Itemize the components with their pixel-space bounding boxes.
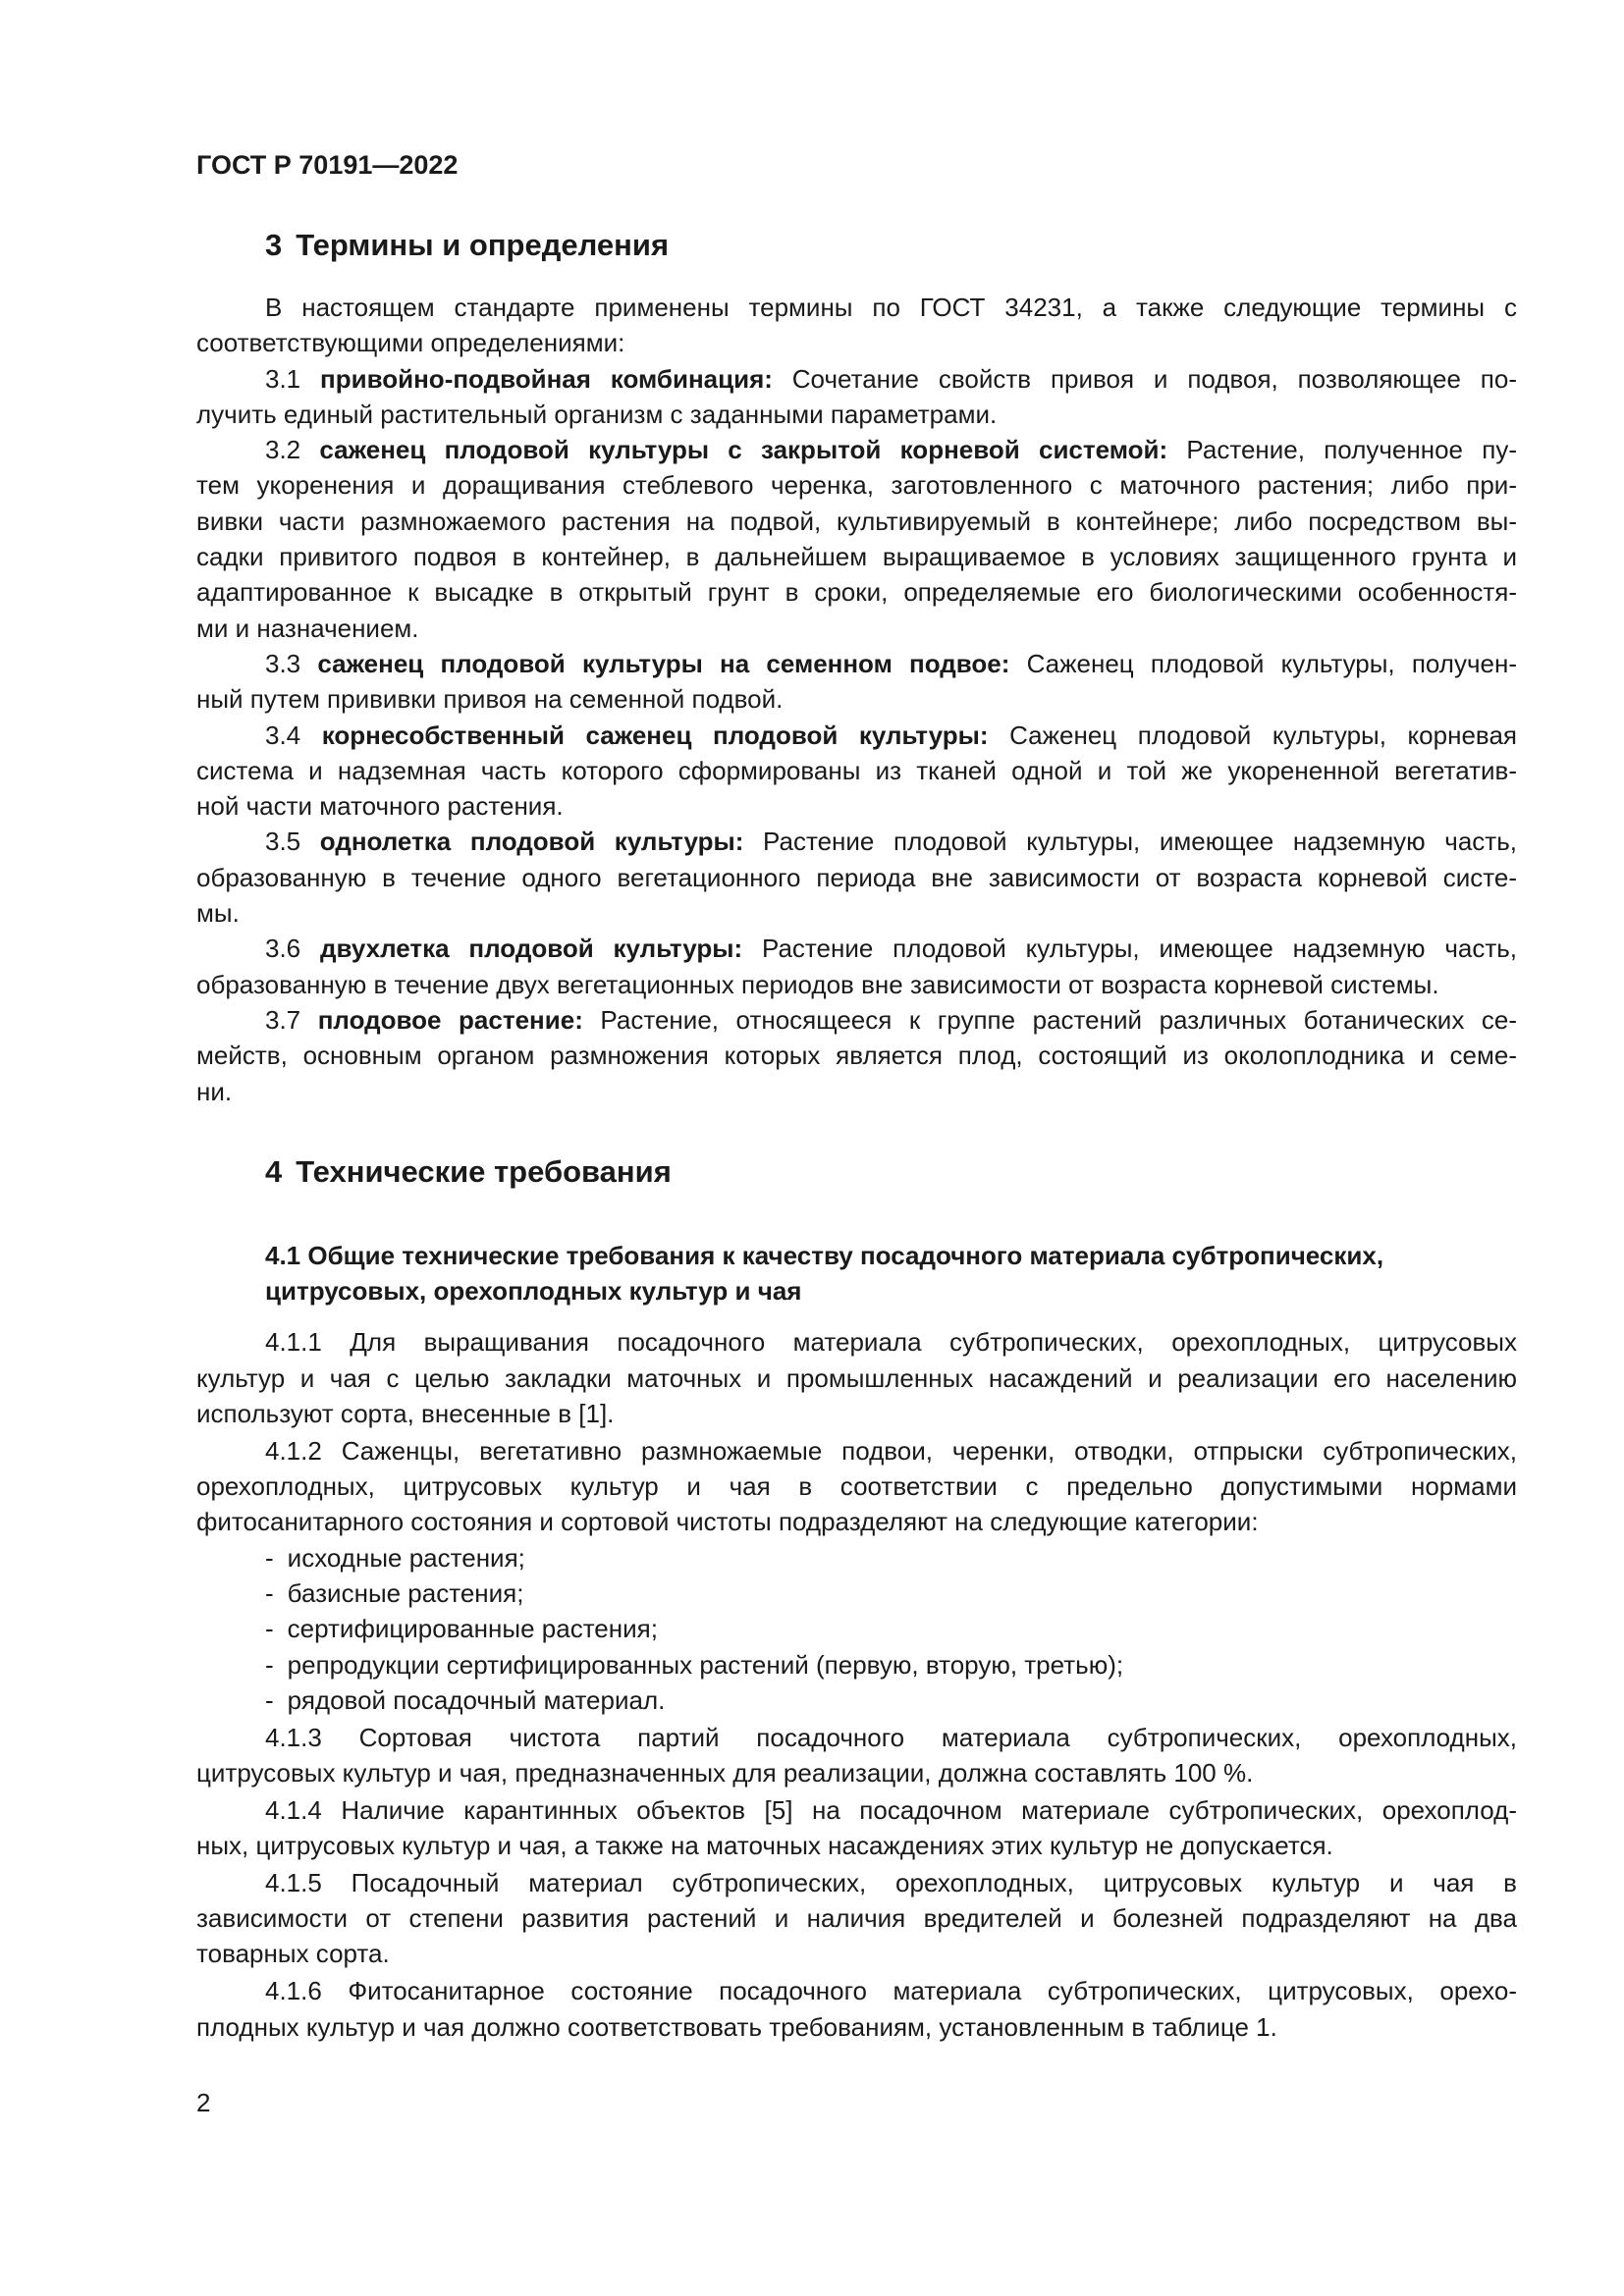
section-heading <box>196 226 1517 265</box>
text-line: система и надземная часть которого сформированы из тканей одной и той же укорененной вегетатив- <box>196 755 1517 785</box>
text-line: вивки части размножаемого растения на подвой, культивируемый в контейнере; либо посредством вы- <box>196 506 1517 536</box>
term-3-3 <box>196 646 1517 718</box>
list-item-text: рядовой посадочный материал. <box>287 1684 666 1715</box>
text-line <box>196 432 1517 467</box>
heading-text: Общие технические требования к качеству посадочного материала субтропических, <box>307 1240 1384 1270</box>
clause-number: 3.3 <box>265 648 301 678</box>
line-text: Фитосанитарное состояние посадочного материала субтропических, цитрусовых, орехо- <box>348 1976 1518 2006</box>
term-name: привойно-подвойная комбинация: <box>320 363 773 394</box>
term-name: плодовое растение: <box>317 1004 583 1035</box>
list-item <box>196 1575 1517 1611</box>
clause-number: 4.1.5 <box>265 1867 322 1897</box>
text-line: садки привитого подвоя в контейнер, в дальнейшем выращиваемое в условиях защищенного грунта и <box>196 542 1517 572</box>
text-line: ных, цитрусовых культур и чая, а также на маточных насаждениях этих культур не допускается. <box>196 1831 1333 1861</box>
term-3-7 <box>196 1002 1517 1109</box>
line-text: Саженец плодовой культуры, корневая <box>1009 720 1517 750</box>
intro-paragraph <box>196 290 1517 361</box>
clause-number: 3.7 <box>265 1004 301 1035</box>
text-line <box>196 361 1517 397</box>
document-body <box>196 226 1517 2045</box>
text-line: орехоплодных, цитрусовых культур и чая в соответствии с предельно допустимыми нормами <box>196 1471 1517 1502</box>
list-dash: - <box>265 1649 274 1680</box>
text-line: фитосанитарного состояния и сортовой чистоты подразделяют на следующие категории: <box>196 1507 1259 1537</box>
heading-line: цитрусовых, орехоплодных культур и чая <box>265 1276 802 1307</box>
text-line <box>196 1973 1517 2008</box>
list-item-text: исходные растения; <box>287 1542 525 1573</box>
section-4 <box>196 1152 1517 2045</box>
text-line: ный путем прививки привоя на семенной подвой. <box>196 684 784 715</box>
text-line: адаптированное к высадке в открытый грунт в сроки, определяемые его биологическими особенностя- <box>196 577 1517 608</box>
clause-number: 4.1.2 <box>265 1435 322 1466</box>
text-line: ни. <box>196 1076 233 1106</box>
term-name: саженец плодовой культуры с закрытой корневой системой: <box>319 435 1168 465</box>
clause-4-1-3 <box>196 1720 1517 1791</box>
line-text: Сортовая чистота партий посадочного материала субтропических, орехоплодных, <box>358 1722 1517 1752</box>
text-line <box>196 718 1517 753</box>
term-3-5 <box>196 824 1517 931</box>
section-title: Технические требования <box>296 1153 672 1189</box>
line-text: Растение плодовой культуры, имеющее надземную часть, <box>763 827 1517 857</box>
clause-number: 3.4 <box>265 720 301 750</box>
term-3-4 <box>196 718 1517 825</box>
list-dash: - <box>265 1684 274 1715</box>
clause-number: 4.1.1 <box>265 1327 322 1358</box>
clause-4-1-4 <box>196 1792 1517 1864</box>
clause-number: 3.6 <box>265 934 301 964</box>
subsection-heading <box>196 1238 1517 1309</box>
list-item <box>196 1540 1517 1575</box>
list-item-text: базисные растения; <box>287 1578 524 1608</box>
line-text: Растение, относящееся к группе растений различных ботанических се- <box>600 1004 1517 1035</box>
clause-number: 3.1 <box>265 363 301 394</box>
clause-number: 4.1.3 <box>265 1722 322 1752</box>
text-line: плодных культур и чая должно соответствовать требованиям, установленным в таблице 1. <box>196 2011 1277 2042</box>
clause-4-1-6 <box>196 1973 1517 2045</box>
text-line: культур и чая с целью закладки маточных и промышленных насаждений и реализации его населению <box>196 1362 1517 1393</box>
line-text: Саженец плодовой культуры, получен- <box>1026 648 1517 678</box>
clause-4-1-5 <box>196 1865 1517 1972</box>
category-list <box>196 1540 1517 1718</box>
list-item-text: репродукции сертифицированных растений (первую, вторую, третью); <box>287 1649 1124 1680</box>
section-number: 4 <box>265 1153 283 1189</box>
list-item <box>196 1647 1517 1682</box>
document-code-header: ГОСТ Р 70191—2022 <box>196 150 459 180</box>
text-line <box>196 1324 1517 1360</box>
text-line: образованную в течение двух вегетационных периодов вне зависимости от возраста корневой системы. <box>196 969 1439 999</box>
text-line: зависимости от степени развития растений и наличия вредителей и болезней подразделяют на два <box>196 1903 1517 1934</box>
section-number: 3 <box>265 228 283 262</box>
term-3-6 <box>196 931 1517 1002</box>
line-text: Для выращивания посадочного материала субтропических, орехоплодных, цитрусовых <box>350 1327 1517 1358</box>
text-line: лучить единый растительный организм с заданными параметрами. <box>196 399 998 429</box>
text-line: В настоящем стандарте применены термины по ГОСТ 34231, а также следующие термины с <box>265 293 1517 322</box>
text-line: мейств, основным органом размножения которых является плод, состоящий из околоплодника и семе- <box>196 1041 1517 1071</box>
term-3-1 <box>196 361 1517 433</box>
text-line <box>196 931 1517 966</box>
clause-4-1-1 <box>196 1324 1517 1431</box>
text-line <box>196 1792 1517 1828</box>
list-item-text: сертифицированные растения; <box>287 1614 658 1644</box>
subsection-number: 4.1 <box>265 1240 301 1270</box>
text-line: ной части маточного растения. <box>196 791 564 822</box>
text-line <box>196 1720 1517 1755</box>
line-text: Саженцы, вегетативно размножаемые подвои, черенки, отводки, отпрыски субтропических, <box>341 1435 1517 1466</box>
text-line: используют сорта, внесенные в [1]. <box>196 1399 615 1429</box>
clause-number: 4.1.6 <box>265 1976 322 2006</box>
clause-number: 3.2 <box>265 435 301 465</box>
term-name: двухлетка плодовой культуры: <box>320 934 743 964</box>
list-item <box>196 1682 1517 1718</box>
section-heading <box>196 1152 1517 1192</box>
text-line <box>196 1865 1517 1900</box>
text-line: тем укоренения и доращивания стеблевого черенка, заготовленного с маточного растения; либо при- <box>196 470 1517 501</box>
clause-number: 3.5 <box>265 827 301 857</box>
text-line <box>196 1002 1517 1038</box>
text-line <box>196 1433 1517 1468</box>
line-text: Наличие карантинных объектов [5] на посадочном материале субтропических, орехоплод- <box>341 1794 1517 1825</box>
list-dash: - <box>265 1578 274 1608</box>
text-line <box>196 824 1517 859</box>
page-number: 2 <box>196 2088 211 2117</box>
text-line: товарных сорта. <box>196 1939 390 1969</box>
text-line: ми и назначением. <box>196 613 419 643</box>
list-dash: - <box>265 1614 274 1644</box>
line-text: Сочетание свойств привоя и подвоя, позволяющее по- <box>791 363 1518 394</box>
term-name: саженец плодовой культуры на семенном подвое: <box>317 648 1010 678</box>
section-3 <box>196 226 1517 1109</box>
text-line: соответствующими определениями: <box>196 328 625 358</box>
term-3-2 <box>196 432 1517 646</box>
list-dash: - <box>265 1542 274 1573</box>
text-line: образованную в течение одного вегетационного периода вне зависимости от возраста корневой систе- <box>196 862 1517 892</box>
list-item <box>196 1611 1517 1646</box>
text-line: цитрусовых культур и чая, предназначенных для реализации, должна составлять 100 %. <box>196 1757 1254 1788</box>
heading-line <box>265 1238 1517 1273</box>
line-text: Растение плодовой культуры, имеющее надземную часть, <box>761 934 1517 964</box>
text-line <box>196 646 1517 681</box>
text-line: мы. <box>196 898 240 929</box>
clause-4-1-2 <box>196 1433 1517 1718</box>
line-text: Растение, полученное пу- <box>1186 435 1517 465</box>
section-title: Термины и определения <box>296 228 670 262</box>
term-name: корнесобственный саженец плодовой культуры: <box>321 720 989 750</box>
line-text: Посадочный материал субтропических, орехоплодных, цитрусовых культур и чая в <box>351 1867 1517 1897</box>
term-name: однолетка плодовой культуры: <box>319 827 744 857</box>
clause-number: 4.1.4 <box>265 1794 322 1825</box>
